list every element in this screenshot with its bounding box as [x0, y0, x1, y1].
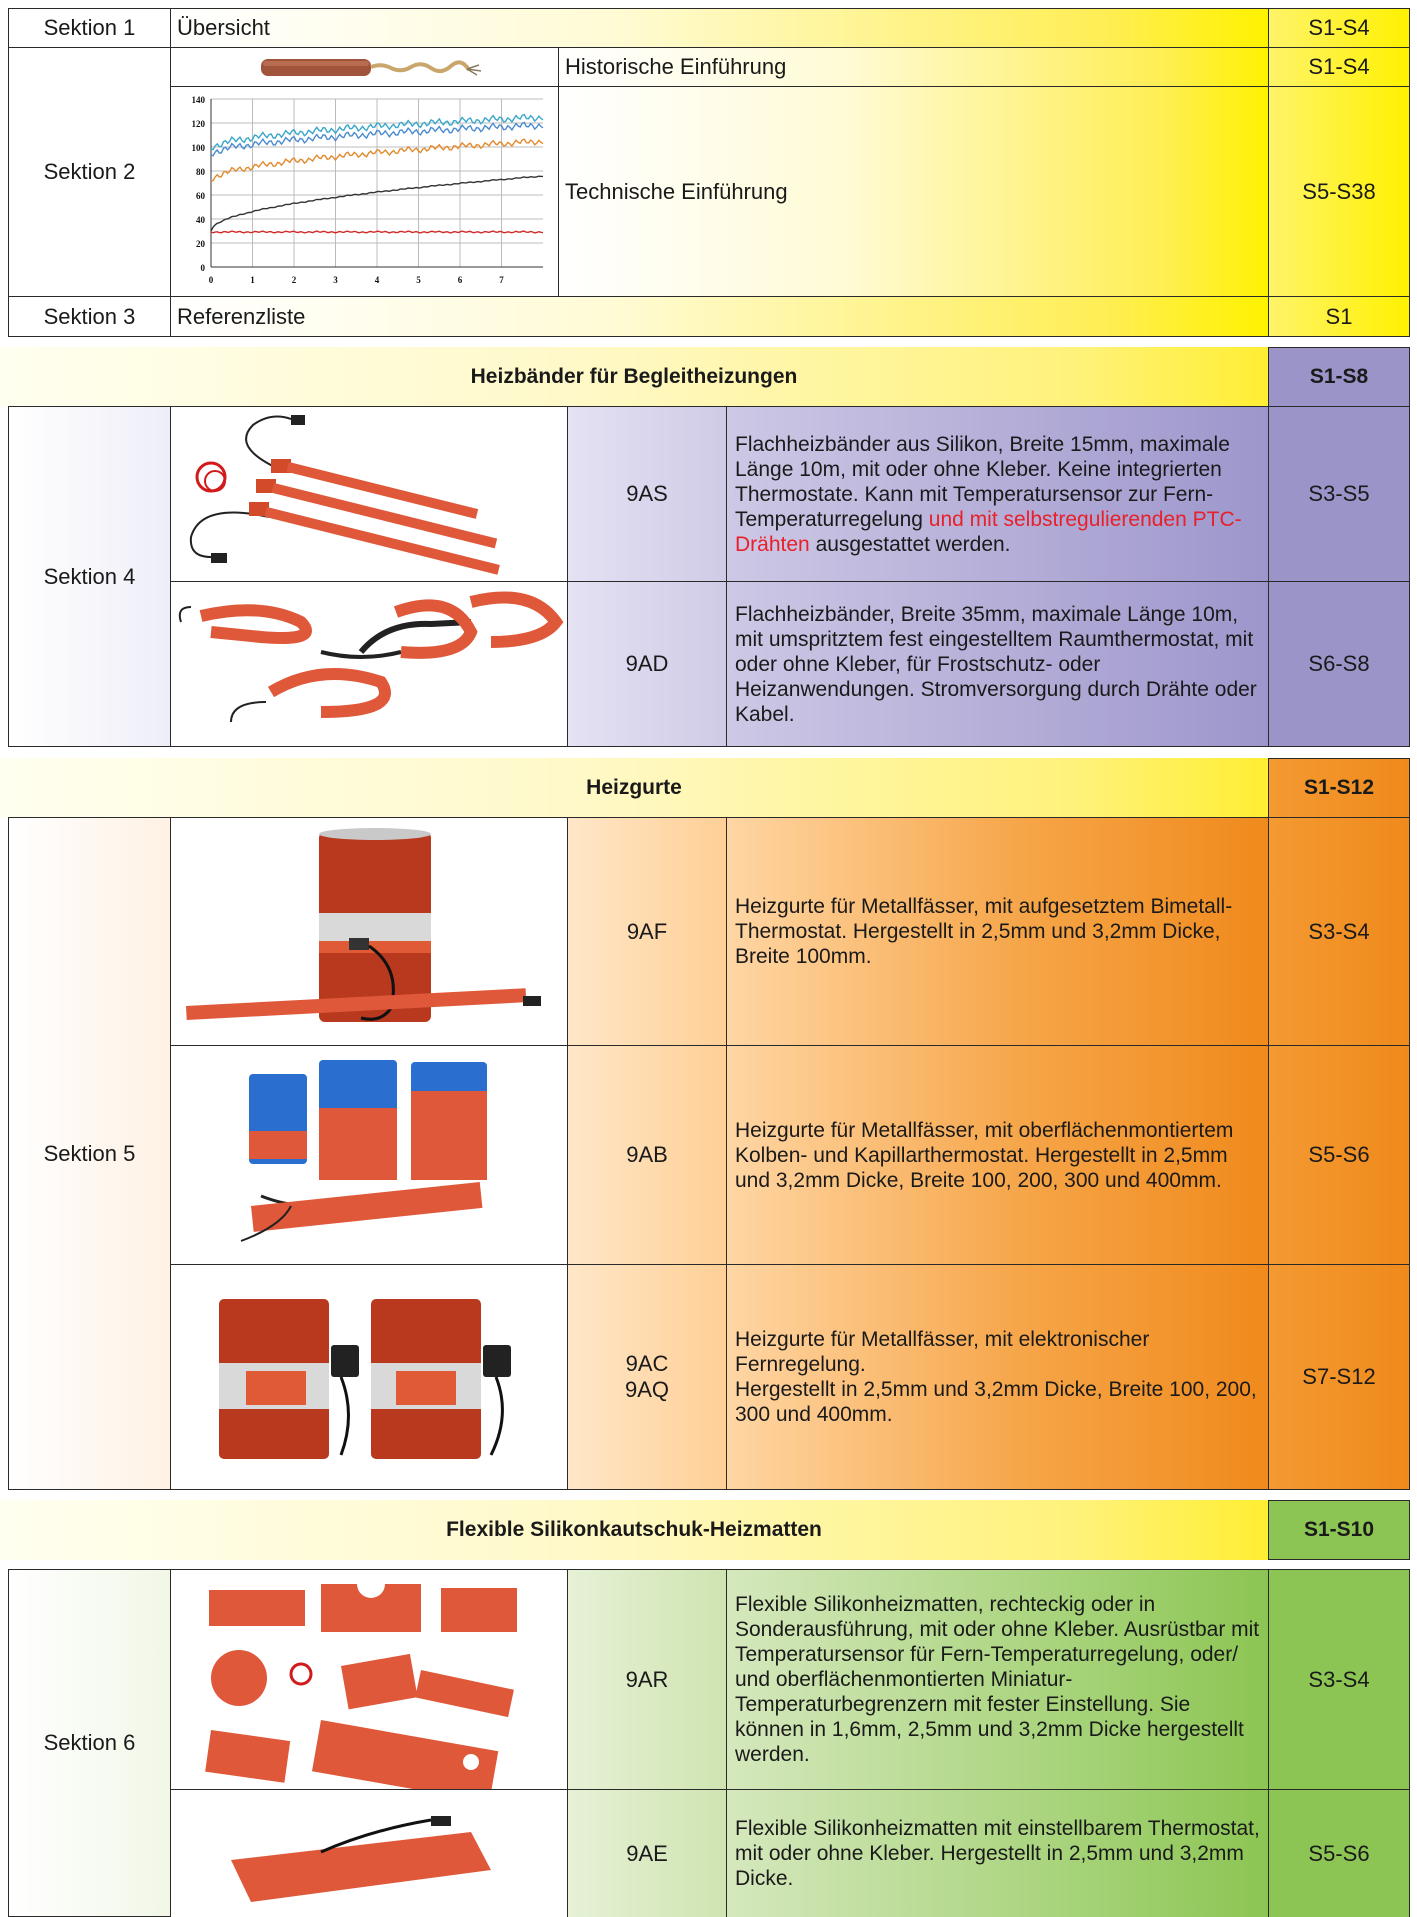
- pages-text: S5-S6: [1308, 1142, 1370, 1167]
- section-1-pages[interactable]: [1268, 8, 1410, 48]
- section-label-text: Sektion 4: [43, 563, 136, 589]
- drum-icon: [171, 818, 567, 1045]
- heating-mats-icon: [171, 1570, 567, 1789]
- strip-heaters-icon: [171, 407, 567, 581]
- product-desc-9ac: [726, 1264, 1269, 1490]
- group-pages-text: S1-S10: [1303, 1518, 1375, 1541]
- product-code-text-2: 9AQ: [624, 1377, 670, 1402]
- group-header-heizmatten: [0, 1500, 1268, 1560]
- product-pages-9ad[interactable]: [1268, 581, 1410, 747]
- product-code-9ab[interactable]: [567, 1045, 727, 1265]
- desc-text: Heizgurte für Metallfässer, mit oberflächenmontiertem Kolben- und Kapillarthermostat. Hergestellt in 2,5mm und 3,2mm Dicke, Breite 100, 200, 300 und 400mm.: [735, 1118, 1234, 1192]
- product-code-text: 9AC: [625, 1351, 669, 1376]
- section-label-text: Sektion 3: [43, 303, 136, 329]
- product-pages-9ab[interactable]: [1268, 1045, 1410, 1265]
- product-code-text: 9AD: [625, 651, 669, 676]
- drums-icon: [171, 1046, 567, 1264]
- pages-text: S3-S5: [1308, 481, 1370, 506]
- desc-text: Flexible Silikonheizmatten mit einstellbarem Thermostat, mit oder ohne Kleber. Hergestellt in 2,5mm und 3,2mm Dicke.: [735, 1817, 1260, 1890]
- drum-heaters-electronic-image: [170, 1264, 568, 1490]
- y-tick-label: 0: [200, 263, 205, 273]
- group-title: Heizbänder für Begleitheizungen: [470, 365, 798, 388]
- group-pages-heizgurte[interactable]: [1268, 758, 1410, 818]
- heating-mat-thermostat-image: [170, 1789, 568, 1917]
- y-tick-label: 40: [196, 215, 205, 225]
- row-title-text: Historische Einführung: [565, 54, 787, 79]
- section-4-label: [8, 406, 171, 747]
- technische-einfuehrung-title[interactable]: [558, 86, 1269, 297]
- y-tick-label: 80: [196, 167, 205, 177]
- desc-paragraph: [735, 1327, 1260, 1427]
- heating-mat-icon: [171, 1790, 567, 1917]
- group-pages-text: S1-S8: [1309, 365, 1369, 388]
- section-6-label: [8, 1569, 171, 1917]
- temperature-chart-image: [170, 86, 559, 297]
- section-2-label: [8, 47, 171, 297]
- group-header-heizgurte: [0, 758, 1268, 818]
- x-tick-label: 5: [416, 275, 421, 285]
- x-tick-label: 4: [374, 275, 380, 285]
- group-pages-heizbaender[interactable]: [1268, 347, 1410, 407]
- wide-strip-heaters-image: [170, 581, 568, 747]
- desc-text: Heizgurte für Metallfässer, mit aufgesetztem Bimetall-Thermostat. Hergestellt in 2,5mm und 3,2mm Dicke, Breite 100mm.: [735, 895, 1233, 968]
- desc-text: Flexible Silikonheizmatten, rechteckig oder in Sonderausführung, mit oder ohne Kleber. Ausrüstbar mit Temperatursensor für Fern-Temperaturregelung, oder/ und oberflächenmontierten Miniatur-Temperaturbegrenzern mit fester Einstellung. Sie können in 1,6mm, 2,5mm und 3,2mm Dicke hergestellt werden.: [735, 1593, 1260, 1766]
- x-tick-label: 6: [457, 275, 463, 285]
- product-code-text: 9AS: [626, 481, 668, 506]
- product-code-9af[interactable]: [567, 817, 727, 1046]
- desc-tail-text: ausgestattet werden.: [815, 532, 1011, 556]
- product-code-9ac[interactable]: [567, 1264, 727, 1490]
- y-tick-label: 120: [191, 119, 205, 129]
- product-code-9as[interactable]: [567, 406, 727, 582]
- y-tick-label: 140: [191, 95, 205, 105]
- section-label-text: Sektion 6: [43, 1730, 136, 1755]
- product-desc-9ab: [726, 1045, 1269, 1265]
- pages-text: S5-S38: [1302, 178, 1376, 204]
- product-pages-9as[interactable]: [1268, 406, 1410, 582]
- product-code-text: 9AB: [626, 1142, 668, 1167]
- heating-cable-image: [170, 47, 559, 87]
- row-title-text: Technische Einführung: [565, 178, 788, 204]
- desc-tail-text: Hergestellt in 2,5mm und 3,2mm Dicke, Breite 100, 200, 300 und 400mm.: [735, 1378, 1257, 1426]
- product-desc-9af: [726, 817, 1269, 1046]
- group-title: Flexible Silikonkautschuk-Heizmatten: [446, 1518, 822, 1541]
- overview-table: [8, 8, 1410, 337]
- section-title-text: Referenzliste: [177, 303, 306, 329]
- drums-controller-icon: [171, 1265, 567, 1489]
- pages-text: S1-S4: [1308, 54, 1370, 79]
- section-3-label: [8, 296, 171, 337]
- pages-text: S6-S8: [1308, 651, 1370, 676]
- desc-text: Flachheizbänder aus Silikon, Breite 15mm, maximale Länge 10m, mit oder ohne Kleber. Keine integrierten Thermostate. Kann mit Temperatursensor zur Fern-Temperaturregelung: [735, 432, 1230, 531]
- product-code-text: 9AE: [626, 1840, 668, 1866]
- y-tick-label: 20: [196, 239, 205, 249]
- x-tick-label: 7: [499, 275, 504, 285]
- product-pages-9ac[interactable]: [1268, 1264, 1410, 1490]
- section-3-pages[interactable]: [1268, 296, 1410, 337]
- historische-einfuehrung-pages[interactable]: [1268, 47, 1410, 87]
- x-tick-label: 2: [291, 275, 297, 285]
- y-tick-label: 100: [191, 143, 205, 153]
- product-desc-9ad: [726, 581, 1269, 747]
- desc-text: Flachheizbänder, Breite 35mm, maximale Länge 10m, mit umspritztem fest eingestelltem Raumthermostat, mit oder ohne Kleber, für Frostschutz- oder Heizanwendungen. Stromversorgung durch Drähte oder Kabel.: [735, 602, 1257, 726]
- section-3-title[interactable]: [170, 296, 1269, 337]
- group-pages-heizmatten[interactable]: [1268, 1500, 1410, 1560]
- product-pages-9ar[interactable]: [1268, 1569, 1410, 1790]
- y-tick-label: 60: [196, 191, 205, 201]
- product-code-text: 9AR: [625, 1666, 669, 1692]
- pages-text: S1-S4: [1308, 15, 1370, 40]
- x-tick-label: 1: [250, 275, 255, 285]
- desc-paragraph: [735, 432, 1260, 557]
- group-pages-text: S1-S12: [1303, 776, 1375, 799]
- drum-heater-bimetal-image: [170, 817, 568, 1046]
- heating-cable-icon: [171, 48, 558, 86]
- section-1-title[interactable]: [170, 8, 1269, 48]
- product-desc-9ar: [726, 1569, 1269, 1790]
- pages-text: S5-S6: [1308, 1840, 1370, 1866]
- section-1-label: [8, 8, 171, 48]
- section-label-text: Sektion 2: [43, 159, 136, 184]
- product-code-9ad[interactable]: [567, 581, 727, 747]
- technische-einfuehrung-pages[interactable]: [1268, 86, 1410, 297]
- section-5-label: [8, 817, 171, 1490]
- product-code-text: 9AF: [626, 918, 668, 944]
- pages-text: S7-S12: [1302, 1364, 1376, 1389]
- silicone-strip-heaters-image: [170, 406, 568, 582]
- section-label-text: Sektion 1: [43, 15, 136, 40]
- product-pages-9ae[interactable]: [1268, 1789, 1410, 1917]
- group-header-heizbaender: [0, 347, 1268, 407]
- desc-highlight-text: und mit selbstregulierenden PTC-Drähten: [735, 507, 1242, 556]
- product-code-9ae[interactable]: [567, 1789, 727, 1917]
- wide-strip-heaters-icon: [171, 582, 567, 746]
- product-code-9ar[interactable]: [567, 1569, 727, 1790]
- product-desc-9ae: [726, 1789, 1269, 1917]
- temperature-chart: [171, 87, 558, 296]
- pages-text: S1: [1325, 303, 1353, 329]
- historische-einfuehrung-title[interactable]: [558, 47, 1269, 87]
- section-title-text: Übersicht: [177, 15, 270, 40]
- group-title: Heizgurte: [586, 776, 682, 799]
- pages-text: S3-S4: [1308, 1666, 1370, 1692]
- product-pages-9af[interactable]: [1268, 817, 1410, 1046]
- product-desc-9as: [726, 406, 1269, 582]
- pages-text: S3-S4: [1308, 918, 1370, 944]
- drum-heaters-capillary-image: [170, 1045, 568, 1265]
- desc-text: Heizgurte für Metallfässer, mit elektronischer Fernregelung.: [735, 1328, 1150, 1376]
- x-tick-label: 0: [208, 275, 214, 285]
- silicone-heating-mats-image: [170, 1569, 568, 1790]
- section-label-text: Sektion 5: [43, 1140, 136, 1166]
- x-tick-label: 3: [333, 275, 338, 285]
